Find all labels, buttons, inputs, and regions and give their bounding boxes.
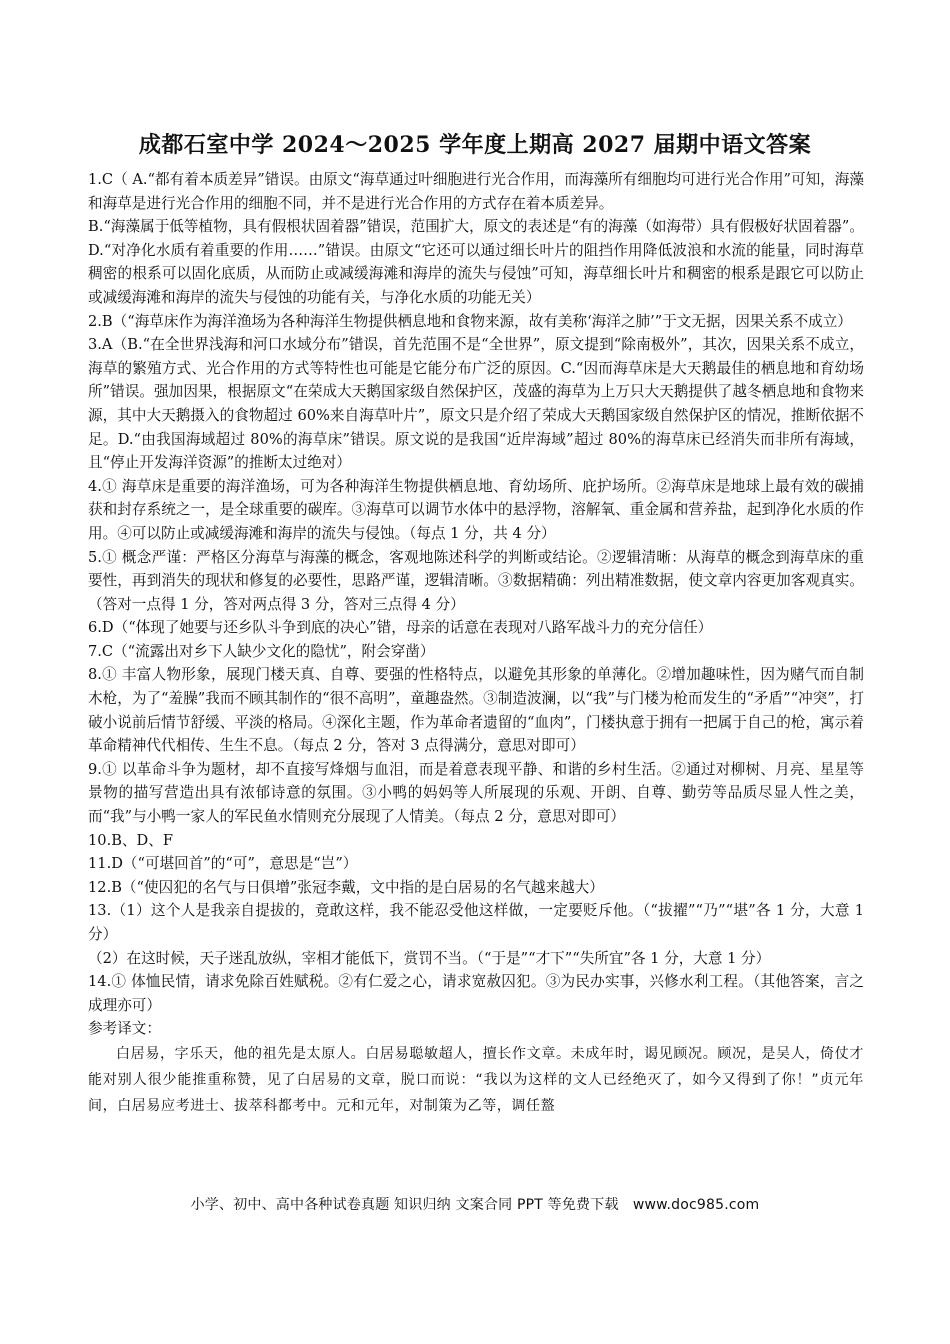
answer-paragraph: （2）在这时候，天子迷乱放纵，宰相才能低下，赏罚不当。（“于是”“才下”“失所宜”各 1 分，大意 1 分） [88,949,771,967]
answer-paragraph: 9.① 以革命斗争为题材，却不直接写烽烟与血泪，而是着意表现平静、和谐的乡村生活。②通过对柳树、月亮、星星等景物的描写营造出具有浓郁诗意的氛围。③小鸭的妈妈等人所展现的乐观、开朗、自尊、勤劳等品质尽显人性之美，而“我”与小鸭一家人的军民鱼水情则充分展现了人情美。（每点 2 分，意思对即可） [88,760,864,826]
answer-content [88,168,864,1119]
answer-paragraph: 1.C（ A.“都有着本质差异”错误。由原文“海草通过叶细胞进行光合作用，而海藻所有细胞均可进行光合作用”可知，海藻和海草是进行光合作用的细胞不同，并不是进行光合作用的方式存在着本质差异。 [88,171,864,212]
answer-paragraph: 12.B（“使囚犯的名气与日俱增”张冠李戴，文中指的是白居易的名气越来越大） [88,878,604,896]
answer-paragraph: 3.A（B.“在全世界浅海和河口水域分布”错误，首先范围不是“全世界”，原文提到“除南极外”，其次，因果关系不成立，海草的繁殖方式、光合作用的方式等特性也可能是它能分布广泛的原因。C.“因而海草床是大天鹅最佳的栖息地和育幼场所”错误。强加因果，根据原文“在荣成大天鹅国家级自然保护区，茂盛的海草为上万只大天鹅提供了越冬栖息地和食物来源，其中大天鹅摄入的食物超过 60%来自海草叶片”，原文只是介绍了荣成大天鹅国家级自然保护区的情况，推断依据不足。D.“由我国海域超过 80%的海草床”错误。原文说的是我国“近岸海域”超过 80%的海草床已经消失而非所有海域，且“停止开发海洋资源”的推断太过绝对） [88,336,864,472]
answer-paragraph: 7.C（“流露出对乡下人缺少文化的隐忧”，附会穿凿） [88,642,435,660]
translation-label: 参考译文： [88,1020,161,1038]
answer-paragraph: 11.D（“可堪回首”的“可”，意思是“岂”） [88,855,358,873]
answer-paragraph: 2.B（“海草床作为海洋渔场为各种海洋生物提供栖息地和食物来源，故有美称‘海洋之肺’”于文无据，因果关系不成立） [88,312,852,330]
answer-paragraph: 6.D（“体现了她要与还乡队斗争到底的决心”错，母亲的话意在表现对八路军战斗力的充分信任） [88,619,713,637]
answer-paragraph: 14.① 体恤民情，请求免除百姓赋税。②有仁爱之心，请求宽赦囚犯。③为民办实事，兴修水利工程。（其他答案，言之成理亦可） [88,973,864,1014]
answer-paragraph: 5.① 概念严谨：严格区分海草与海藻的概念，客观地陈述科学的判断或结论。②逻辑清晰：从海草的概念到海草床的重要性，再到消失的现状和修复的必要性，思路严谨，逻辑清晰。③数据精确：列出精准数据，使文章内容更加客观真实。（答对一点得 1 分，答对两点得 3 分，答对三点得 4 分） [88,548,864,613]
answer-paragraph: B.“海藻属于低等植物，具有假根状固着器”错误，范围扩大，原文的表述是“有的海藻（如海带）具有假极好状固着器”。D.“对净化水质有着重要的作用……”错误。由原文“它还可以通过细长叶片的阻挡作用降低波浪和水流的能量，同时海草稠密的根系可以固化底质，从而防止或减缓海滩和海岸的流失与侵蚀”可知，海草细长叶片和稠密的根系是跟它可以防止或减缓海滩和海岸的流失与侵蚀的功能有关，与净化水质的功能无关） [88,218,864,306]
answer-paragraph: 13.（1）这个人是我亲自提拔的，竟敢这样，我不能忍受他这样做，一定要贬斥他。（“拔擢”“乃”“堪”各 1 分，大意 1 分） [88,902,864,943]
page-title: 成都石室中学 2024～2025 学年度上期高 2027 届期中语文答案 [138,132,812,158]
answer-paragraph: 4.① 海草床是重要的海洋渔场，可为各种海洋生物提供栖息地、育幼场所、庇护场所。②海草床是地球上最有效的碳捕获和封存系统之一，是全球重要的碳库。③海草可以调节水体中的悬浮物，溶解氧、重金属和营养盐，起到净化水质的作用。④可以防止或减缓海滩和海岸的流失与侵蚀。（每点 1 分，共 4 分） [88,477,864,542]
answer-paragraph: 10.B、D、F [88,831,173,849]
answer-paragraph: 8.① 丰富人物形象，展现门楼天真、自尊、要强的性格特点，以避免其形象的单薄化。②增加趣味性，因为赌气而自制木枪，为了“羞臊”我而不顾其制作的“很不高明”，童趣盎然。③制造波澜，以“我”与门楼为枪而发生的“矛盾”“冲突”，打破小说前后情节舒缓、平淡的格局。④深化主题，作为革命者遗留的“血肉”，门楼执意于拥有一把属于自己的枪，寓示着革命精神代代相传、生生不息。（每点 2 分，答对 3 点得满分，意思对即可） [88,666,864,755]
translation-text: 白居易，字乐天，他的祖先是太原人。白居易聪敏超人，擅长作文章。未成年时，谒见顾况。顾况，是吴人，倚仗才能对别人很少能推重称赞，见了白居易的文章，脱口而说：“我以为这样的文人已经绝灭了，如今又得到了你！”贞元年间，白居易应考进士、拔萃科都考中。元和元年，对制策为乙等，调任盩 [88,1045,864,1114]
footer-ad-text: 小学、初中、高中各种试卷真题 知识归纳 文案合同 PPT 等免费下载 www.doc985.com [190,1197,760,1213]
